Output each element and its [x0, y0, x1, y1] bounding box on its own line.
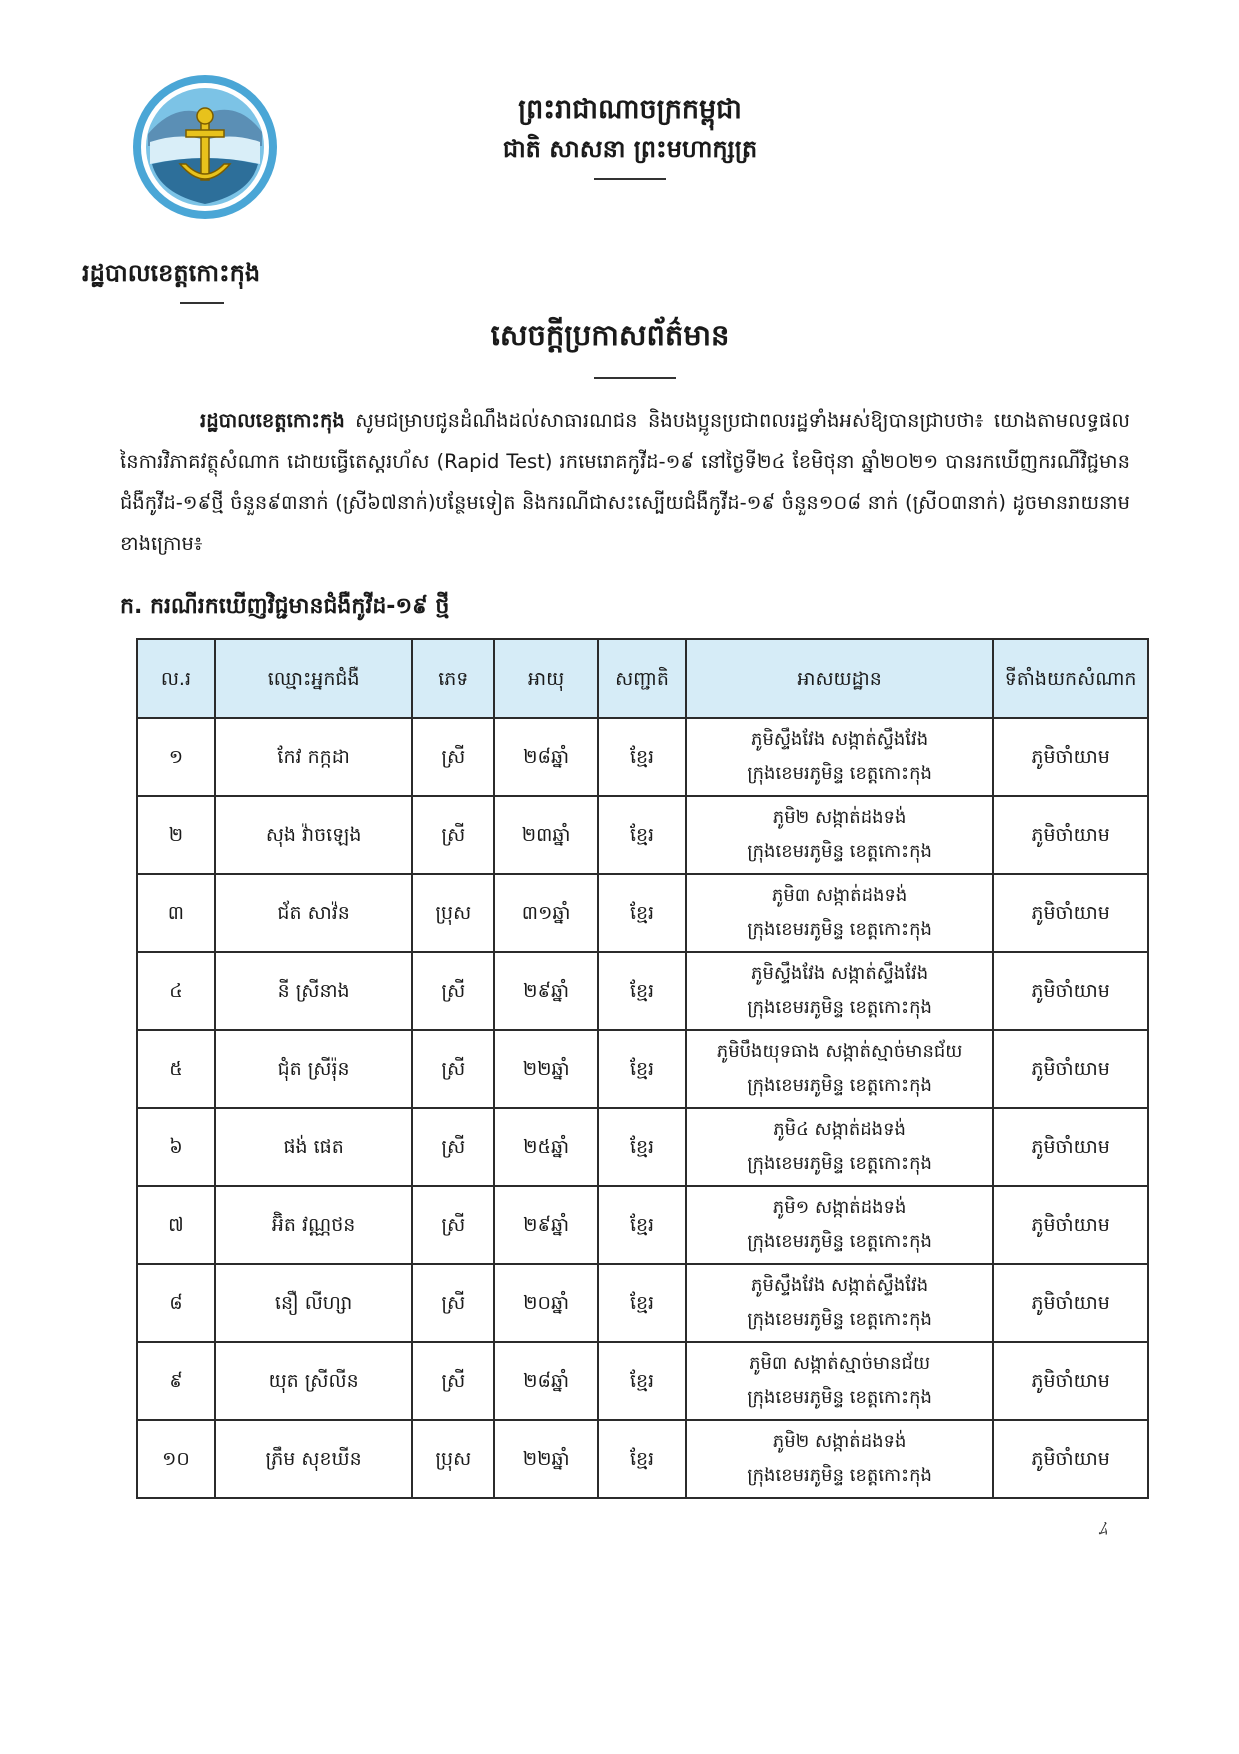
sample-location: ភូមិចាំយាម — [993, 952, 1148, 1030]
table-header-row — [137, 639, 1148, 718]
table-row — [137, 1108, 1148, 1186]
patient-sex: ស្រី — [412, 1108, 494, 1186]
patient-sex: ស្រី — [412, 1186, 494, 1264]
patient-age: ២៩ឆ្នាំ — [494, 952, 598, 1030]
row-number: ១០ — [137, 1420, 215, 1498]
address-line-2: ក្រុងខេមរភូមិន្ទ ខេត្តកោះកុង — [747, 1465, 932, 1486]
issuing-administration: រដ្ឋបាលខេត្តកោះកុង — [82, 259, 261, 287]
patient-address — [686, 1264, 993, 1342]
administration-divider — [180, 302, 224, 304]
header-age: អាយុ — [494, 639, 598, 718]
patient-age: ២៣ឆ្នាំ — [494, 796, 598, 874]
address-line-2: ក្រុងខេមរភូមិន្ទ ខេត្តកោះកុង — [747, 1075, 932, 1096]
patient-sex: ស្រី — [412, 1264, 494, 1342]
address-line-1: ភូមិ៣ សង្កាត់ដងទង់ — [771, 885, 908, 906]
address-line-1: ភូមិ៣ សង្កាត់ស្មាច់មានជ័យ — [749, 1353, 931, 1374]
header-address: អាសយដ្ឋាន — [686, 639, 993, 718]
patient-nationality: ខ្មែរ — [598, 796, 686, 874]
sample-location: ភូមិចាំយាម — [993, 1186, 1148, 1264]
table-row — [137, 952, 1148, 1030]
patient-nationality: ខ្មែរ — [598, 1108, 686, 1186]
patient-nationality: ខ្មែរ — [598, 874, 686, 952]
address-line-2: ក្រុងខេមរភូមិន្ទ ខេត្តកោះកុង — [747, 919, 932, 940]
intro-paragraph — [120, 400, 1130, 564]
address-line-1: ភូមិបឹងយុទធាង សង្កាត់ស្មាច់មានជ័យ — [716, 1041, 963, 1062]
sample-location: ភូមិចាំយាម — [993, 796, 1148, 874]
intro-lead: រដ្ឋបាលខេត្តកោះកុង — [200, 409, 345, 432]
header-nationality: សញ្ជាតិ — [598, 639, 686, 718]
address-line-2: ក្រុងខេមរភូមិន្ទ ខេត្តកោះកុង — [747, 1309, 932, 1330]
header-sample-location: ទីតាំងយកសំណាក — [993, 639, 1148, 718]
row-number: ៧ — [137, 1186, 215, 1264]
patient-sex: ស្រី — [412, 718, 494, 796]
kingdom-header — [420, 90, 840, 180]
patient-name: នី ស្រីនាង — [215, 952, 413, 1030]
national-motto: ជាតិ សាសនា ព្រះមហាក្សត្រ — [502, 135, 758, 163]
patient-sex: ប្រុស — [412, 1420, 494, 1498]
row-number: ៩ — [137, 1342, 215, 1420]
table-row — [137, 1420, 1148, 1498]
address-line-2: ក្រុងខេមរភូមិន្ទ ខេត្តកោះកុង — [747, 763, 932, 784]
patient-name: ផង់ ផេត — [215, 1108, 413, 1186]
patient-name: កែវ កក្កដា — [215, 718, 413, 796]
header-sex: ភេទ — [412, 639, 494, 718]
patient-age: ២២ឆ្នាំ — [494, 1030, 598, 1108]
patient-name: ជ័ត សាវ៉ន — [215, 874, 413, 952]
patient-address — [686, 1030, 993, 1108]
table-row — [137, 1186, 1148, 1264]
intro-body: សូមជម្រាបជូនដំណឹងដល់សាធារណជន និងបងប្អូនប្រជាពលរដ្ឋទាំងអស់ឱ្យបានជ្រាបថា៖ យោងតាមលទ្ធផលនៃការវិភាគវត្ថុសំណាក ដោយធ្វើតេស្តរហ័ស (Rapid Test) រកមេរោគកូវីដ-១៩ នៅថ្ងៃទី២៤ ខែមិថុនា ឆ្នាំ២០២១ បានរកឃើញករណីវិជ្ជមានជំងឺកូវីដ-១៩ថ្មី ចំនួន៩៣នាក់ (ស្រី៦៧នាក់)បន្ថែមទៀត និងករណីជាសះស្បើយជំងឺកូវីដ-១៩ ចំនួន១០៨ នាក់ (ស្រី០៣នាក់) ដូចមានរាយនាមខាងក្រោម៖ — [120, 409, 1130, 555]
sample-location: ភូមិចាំយាម — [993, 1420, 1148, 1498]
row-number: ៥ — [137, 1030, 215, 1108]
section-heading: ក. ករណីរកឃើញវិជ្ជមានជំងឺកូវីដ-១៩ ថ្មី — [120, 594, 450, 619]
patient-name: អ៊ិត វណ្ណថន — [215, 1186, 413, 1264]
patient-sex: ស្រី — [412, 796, 494, 874]
address-line-1: ភូមិស្ទឹងវែង សង្កាត់ស្ទឹងវែង — [751, 1275, 929, 1296]
table-row — [137, 1264, 1148, 1342]
patient-sex: ស្រី — [412, 1342, 494, 1420]
patient-address — [686, 874, 993, 952]
header-patient-name: ឈ្មោះអ្នកជំងឺ — [215, 639, 413, 718]
patient-name: ភ្រឹម សុខឃីន — [215, 1420, 413, 1498]
sample-location: ភូមិចាំយាម — [993, 718, 1148, 796]
address-line-2: ក្រុងខេមរភូមិន្ទ ខេត្តកោះកុង — [747, 1387, 932, 1408]
patient-sex: ស្រី — [412, 952, 494, 1030]
page-initials: ﾑ — [1098, 1519, 1107, 1540]
patient-address — [686, 952, 993, 1030]
address-line-1: ភូមិស្ទឹងវែង សង្កាត់ស្ទឹងវែង — [751, 729, 929, 750]
table-row — [137, 874, 1148, 952]
row-number: ៣ — [137, 874, 215, 952]
address-line-1: ភូមិ២ សង្កាត់ដងទង់ — [772, 807, 907, 828]
document-title: សេចក្តីប្រកាសព័ត៌មាន — [490, 318, 730, 352]
patient-sex: ប្រុស — [412, 874, 494, 952]
patient-nationality: ខ្មែរ — [598, 1264, 686, 1342]
patient-age: ២០ឆ្នាំ — [494, 1264, 598, 1342]
row-number: ១ — [137, 718, 215, 796]
patient-address — [686, 718, 993, 796]
table-row — [137, 796, 1148, 874]
patient-age: ២២ឆ្នាំ — [494, 1420, 598, 1498]
provincial-emblem-icon — [130, 72, 280, 222]
address-line-2: ក្រុងខេមរភូមិន្ទ ខេត្តកោះកុង — [747, 841, 932, 862]
patient-nationality: ខ្មែរ — [598, 1420, 686, 1498]
address-line-1: ភូមិ៤ សង្កាត់ដងទង់ — [773, 1119, 906, 1140]
address-line-2: ក្រុងខេមរភូមិន្ទ ខេត្តកោះកុង — [747, 1153, 932, 1174]
patient-age: ២៩ឆ្នាំ — [494, 1186, 598, 1264]
patient-address — [686, 1186, 993, 1264]
patient-name: សុង វ៉ាចឡេង — [215, 796, 413, 874]
kingdom-name: ព្រះរាជាណាចក្រកម្ពុជា — [518, 94, 742, 125]
patient-address — [686, 1342, 993, 1420]
row-number: ៤ — [137, 952, 215, 1030]
row-number: ៦ — [137, 1108, 215, 1186]
patient-nationality: ខ្មែរ — [598, 1186, 686, 1264]
patient-sex: ស្រី — [412, 1030, 494, 1108]
patient-age: ២៨ឆ្នាំ — [494, 718, 598, 796]
patient-name: ជុំត ស្រីរ៉ុន — [215, 1030, 413, 1108]
address-line-1: ភូមិ១ សង្កាត់ដងទង់ — [772, 1197, 907, 1218]
patient-age: ២៨ឆ្នាំ — [494, 1342, 598, 1420]
patient-nationality: ខ្មែរ — [598, 718, 686, 796]
table-row — [137, 1342, 1148, 1420]
sample-location: ភូមិចាំយាម — [993, 1342, 1148, 1420]
new-cases-table — [136, 638, 1149, 1499]
patient-age: ៣១ឆ្នាំ — [494, 874, 598, 952]
table-row — [137, 718, 1148, 796]
sample-location: ភូមិចាំយាម — [993, 874, 1148, 952]
address-line-2: ក្រុងខេមរភូមិន្ទ ខេត្តកោះកុង — [747, 997, 932, 1018]
motto-divider — [594, 178, 666, 180]
patient-nationality: ខ្មែរ — [598, 1030, 686, 1108]
sample-location: ភូមិចាំយាម — [993, 1108, 1148, 1186]
table-row — [137, 1030, 1148, 1108]
patient-nationality: ខ្មែរ — [598, 952, 686, 1030]
row-number: ៨ — [137, 1264, 215, 1342]
patient-nationality: ខ្មែរ — [598, 1342, 686, 1420]
sample-location: ភូមិចាំយាម — [993, 1264, 1148, 1342]
title-divider — [594, 377, 676, 379]
patient-address — [686, 1108, 993, 1186]
header-number: ល.រ — [137, 639, 215, 718]
patient-address — [686, 796, 993, 874]
patient-name: យុត ស្រីលីន — [215, 1342, 413, 1420]
patient-address — [686, 1420, 993, 1498]
address-line-1: ភូមិ២ សង្កាត់ដងទង់ — [772, 1431, 907, 1452]
address-line-2: ក្រុងខេមរភូមិន្ទ ខេត្តកោះកុង — [747, 1231, 932, 1252]
address-line-1: ភូមិស្ទឹងវែង សង្កាត់ស្ទឹងវែង — [751, 963, 929, 984]
row-number: ២ — [137, 796, 215, 874]
patient-name: នឿ លីហ្សា — [215, 1264, 413, 1342]
sample-location: ភូមិចាំយាម — [993, 1030, 1148, 1108]
patient-age: ២៥ឆ្នាំ — [494, 1108, 598, 1186]
